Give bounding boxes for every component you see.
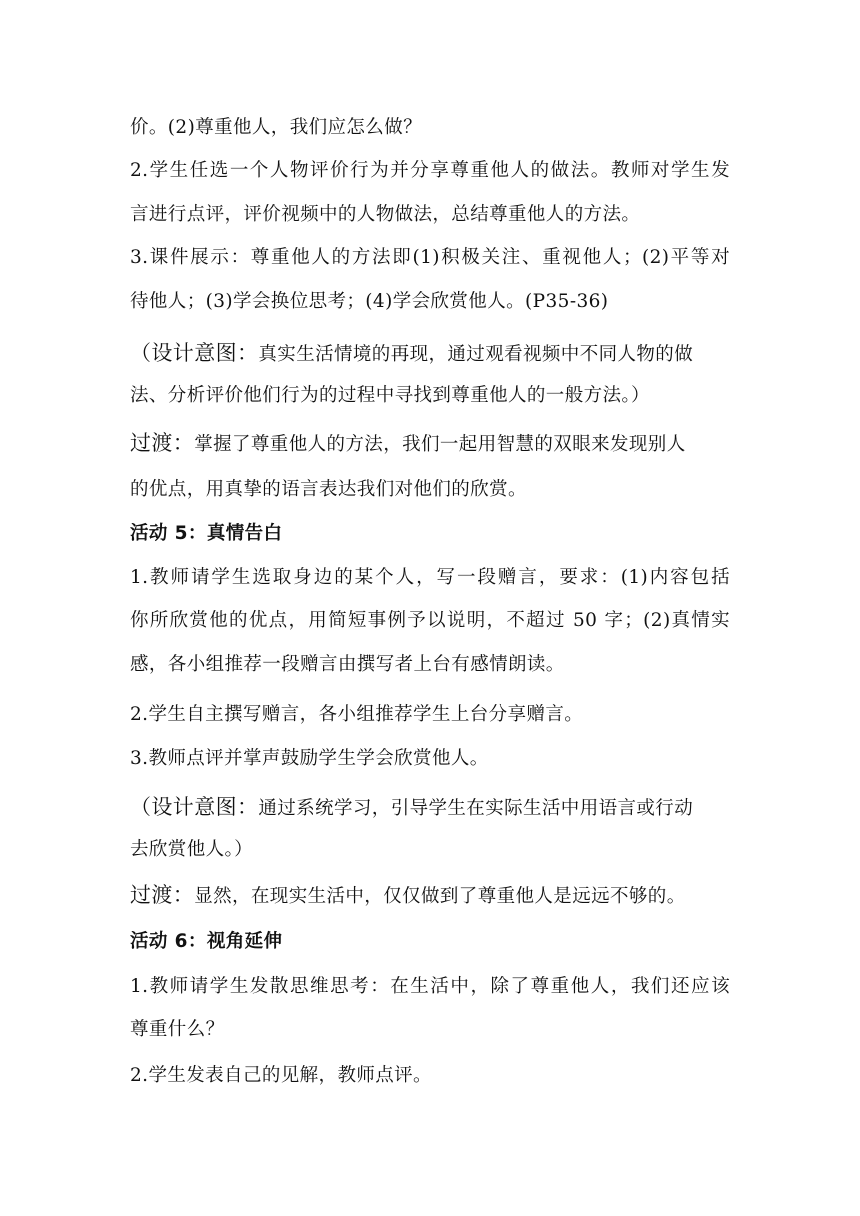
activity-heading: 活动 6：视角延伸 xyxy=(130,931,283,952)
design-intent-text: 真实生活情境的再现，通过观看视频中不同人物的做 xyxy=(258,344,694,365)
transition-line xyxy=(130,431,730,457)
transition-text: 显然，在现实生活中，仅仅做到了尊重他人是远远不够的。 xyxy=(194,886,686,907)
paragraph-line: 3.教师点评并掌声鼓励学生学会欣赏他人。 xyxy=(130,748,489,769)
paragraph-line: 价。(2)尊重他人，我们应怎么做？ xyxy=(130,117,423,138)
transition-label: 过渡： xyxy=(130,431,195,455)
design-intent-line xyxy=(130,795,730,821)
paragraph-line: 感，各小组推荐一段赠言由撰写者上台有感情朗读。 xyxy=(130,654,565,675)
design-intent-label: （设计意图： xyxy=(130,795,259,819)
paragraph-line: 去欣赏他人。） xyxy=(130,839,254,860)
paragraph-line: 法、分析评价他们行为的过程中寻找到尊重他人的一般方法。） xyxy=(130,385,650,406)
paragraph-line: 你所欣赏他的优点，用简短事例予以说明，不超过 50 字；(2)真情实 xyxy=(130,610,730,631)
paragraph-line: 1.教师请学生选取身边的某个人，写一段赠言，要求：(1)内容包括 xyxy=(130,567,730,588)
paragraph-line: 1.教师请学生发散思维思考：在生活中，除了尊重他人，我们还应该 xyxy=(130,976,730,997)
paragraph-line: 待他人；(3)学会换位思考；(4)学会欣赏他人。(P35-36) xyxy=(130,291,609,312)
design-intent-line xyxy=(130,341,730,367)
design-intent-text: 通过系统学习，引导学生在实际生活中用语言或行动 xyxy=(258,798,694,819)
transition-text: 掌握了尊重他人的方法，我们一起用智慧的双眼来发现别人 xyxy=(194,434,686,455)
transition-label: 过渡： xyxy=(130,883,195,907)
design-intent-label: （设计意图： xyxy=(130,341,259,365)
paragraph-line: 2.学生自主撰写赠言，各小组推荐学生上台分享赠言。 xyxy=(130,704,584,725)
paragraph-line: 2.学生发表自己的见解，教师点评。 xyxy=(130,1065,432,1086)
paragraph-line: 3.课件展示：尊重他人的方法即(1)积极关注、重视他人；(2)平等对 xyxy=(130,247,730,268)
paragraph-line: 2.学生任选一个人物评价行为并分享尊重他人的做法。教师对学生发 xyxy=(130,160,730,181)
paragraph-line: 的优点，用真挚的语言表达我们对他们的欣赏。 xyxy=(130,479,527,500)
paragraph-line: 言进行点评，评价视频中的人物做法，总结尊重他人的方法。 xyxy=(130,204,641,225)
activity-heading: 活动 5：真情告白 xyxy=(130,523,283,544)
transition-line xyxy=(130,883,730,909)
paragraph-line: 尊重什么？ xyxy=(130,1019,225,1040)
document-page xyxy=(130,0,730,1216)
